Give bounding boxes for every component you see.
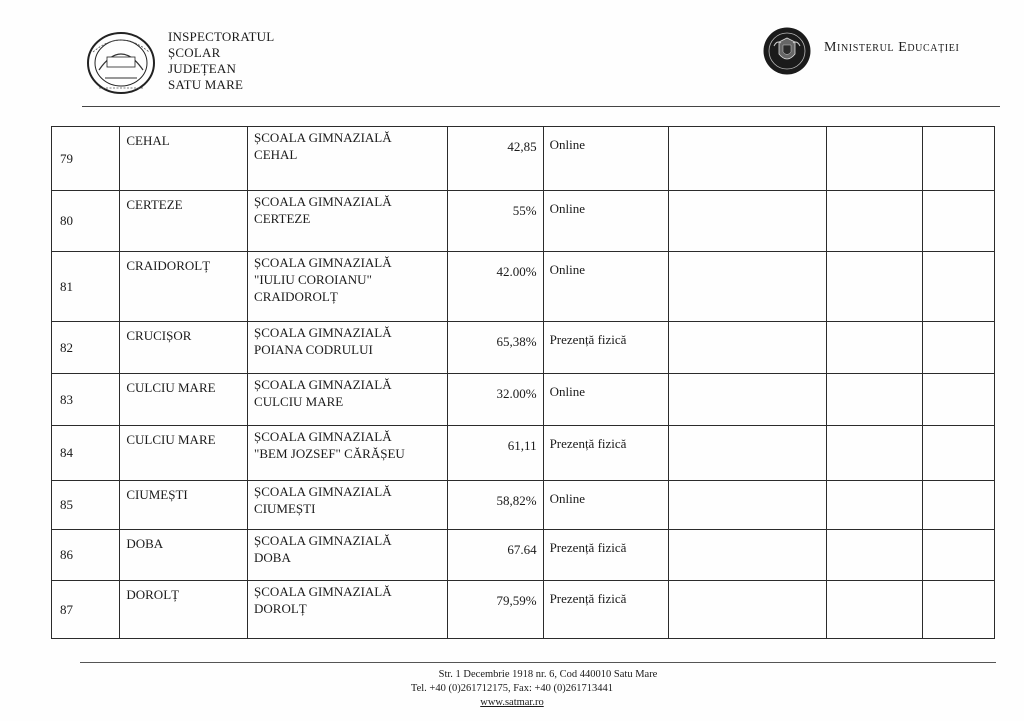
empty-cell: [669, 481, 827, 530]
teaching-mode-cell: [543, 581, 669, 639]
table-row: [52, 191, 995, 252]
footer: [0, 668, 1024, 710]
table-row: [52, 481, 995, 530]
row-number: [52, 581, 120, 639]
empty-cell: [922, 322, 994, 374]
empty-cell: [669, 252, 827, 322]
school-cell-text: ȘCOALA GIMNAZIALĂ CEHAL: [254, 130, 392, 162]
locality-cell-text: CEHAL: [126, 133, 170, 148]
locality-cell: [120, 191, 248, 252]
table-row: [52, 252, 995, 322]
empty-cell: [922, 252, 994, 322]
percentage-cell: [448, 374, 544, 426]
percentage-cell-text: 58,82%: [496, 493, 537, 508]
empty-cell: [669, 426, 827, 481]
percentage-cell: [448, 252, 544, 322]
row-number-text: 85: [60, 497, 73, 512]
isj-line-4: SATU MARE: [168, 77, 244, 92]
school-cell: [248, 530, 448, 581]
empty-cell: [669, 530, 827, 581]
school-cell-text: ȘCOALA GIMNAZIALĂ "IULIU COROIANU" CRAIDOROLȚ: [254, 255, 392, 304]
ministry-title: Ministerul Educației: [824, 40, 960, 55]
row-number-text: 84: [60, 445, 73, 460]
empty-cell: [922, 530, 994, 581]
empty-cell: [827, 191, 923, 252]
empty-cell: [922, 127, 994, 191]
locality-cell: [120, 322, 248, 374]
school-cell: [248, 481, 448, 530]
teaching-mode-cell-text: Online: [549, 201, 585, 216]
school-cell: [248, 252, 448, 322]
locality-cell: [120, 127, 248, 191]
ministry-coat-of-arms-logo: [762, 26, 812, 76]
percentage-cell-text: 67.64: [507, 542, 537, 557]
teaching-mode-cell: [543, 191, 669, 252]
school-cell: [248, 581, 448, 639]
row-number: [52, 481, 120, 530]
locality-cell: [120, 581, 248, 639]
teaching-mode-cell-text: Prezență fizică: [549, 540, 627, 555]
locality-cell-text: CRUCIȘOR: [126, 328, 192, 343]
locality-cell-text: CRAIDOROLȚ: [126, 258, 211, 273]
percentage-cell: [448, 322, 544, 374]
table-row: [52, 322, 995, 374]
percentage-cell-text: 55%: [512, 203, 537, 218]
isj-seal-logo: [85, 30, 157, 96]
table-row: [52, 426, 995, 481]
footer-address: Str. 1 Decembrie 1918 nr. 6, Cod 440010 Satu Mare: [438, 669, 658, 680]
table-row: [52, 581, 995, 639]
percentage-cell-text: 65,38%: [496, 334, 537, 349]
isj-title: [168, 29, 274, 93]
teaching-mode-cell-text: Online: [549, 137, 585, 152]
teaching-mode-cell-text: Online: [549, 384, 585, 399]
empty-cell: [827, 127, 923, 191]
empty-cell: [827, 530, 923, 581]
isj-line-2: ȘCOLAR: [168, 45, 221, 60]
teaching-mode-cell-text: Prezență fizică: [549, 332, 627, 347]
percentage-cell: [448, 191, 544, 252]
locality-cell-text: DOROLȚ: [126, 587, 180, 602]
empty-cell: [922, 191, 994, 252]
percentage-cell-text: 42.00%: [496, 264, 537, 279]
percentage-cell: [448, 530, 544, 581]
row-number: [52, 127, 120, 191]
teaching-mode-cell: [543, 374, 669, 426]
empty-cell: [827, 581, 923, 639]
teaching-mode-cell: [543, 530, 669, 581]
percentage-cell: [448, 481, 544, 530]
row-number: [52, 322, 120, 374]
teaching-mode-cell-text: Online: [549, 262, 585, 277]
row-number: [52, 426, 120, 481]
school-cell: [248, 374, 448, 426]
footer-website-link[interactable]: www.satmar.ro: [480, 697, 544, 708]
locality-cell-text: CERTEZE: [126, 197, 183, 212]
teaching-mode-cell-text: Online: [549, 491, 585, 506]
empty-cell: [827, 322, 923, 374]
school-cell-text: ȘCOALA GIMNAZIALĂ CERTEZE: [254, 194, 392, 226]
percentage-cell: [448, 581, 544, 639]
locality-cell-text: CULCIU MARE: [126, 380, 216, 395]
teaching-mode-cell-text: Prezență fizică: [549, 591, 627, 606]
table-row: [52, 127, 995, 191]
school-cell-text: ȘCOALA GIMNAZIALĂ CIUMEȘTI: [254, 484, 392, 516]
header-divider: [82, 106, 1000, 107]
teaching-mode-cell-text: Prezență fizică: [549, 436, 627, 451]
isj-line-1: INSPECTORATUL: [168, 29, 275, 44]
empty-cell: [922, 481, 994, 530]
school-cell: [248, 426, 448, 481]
empty-cell: [669, 374, 827, 426]
row-number: [52, 374, 120, 426]
teaching-mode-cell: [543, 481, 669, 530]
row-number: [52, 530, 120, 581]
percentage-cell-text: 79,59%: [496, 593, 537, 608]
locality-cell: [120, 252, 248, 322]
school-cell-text: ȘCOALA GIMNAZIALĂ "BEM JOZSEF" CĂRĂȘEU: [254, 429, 405, 461]
school-cell: [248, 322, 448, 374]
locality-cell: [120, 426, 248, 481]
empty-cell: [669, 127, 827, 191]
locality-cell: [120, 374, 248, 426]
percentage-cell-text: 42,85: [507, 139, 537, 154]
row-number-text: 81: [60, 278, 73, 294]
row-number-text: 86: [60, 547, 73, 562]
footer-phone-fax: Tel. +40 (0)261712175, Fax: +40 (0)261713441: [410, 683, 614, 694]
row-number: [52, 191, 120, 252]
empty-cell: [827, 252, 923, 322]
percentage-cell-text: 61,11: [507, 438, 537, 453]
school-cell-text: ȘCOALA GIMNAZIALĂ DOBA: [254, 533, 392, 565]
isj-line-3: JUDEȚEAN: [168, 61, 237, 76]
empty-cell: [922, 581, 994, 639]
row-number-text: 79: [60, 150, 73, 166]
locality-cell-text: DOBA: [126, 536, 164, 551]
empty-cell: [669, 191, 827, 252]
row-number-text: 82: [60, 339, 73, 355]
school-cell-text: ȘCOALA GIMNAZIALĂ POIANA CODRULUI: [254, 325, 392, 357]
row-number: [52, 252, 120, 322]
table-row: [52, 530, 995, 581]
table-row: [52, 374, 995, 426]
locality-cell-text: CULCIU MARE: [126, 432, 216, 447]
empty-cell: [669, 581, 827, 639]
locality-cell-text: CIUMEȘTI: [126, 487, 188, 502]
teaching-mode-cell: [543, 252, 669, 322]
teaching-mode-cell: [543, 426, 669, 481]
percentage-cell: [448, 127, 544, 191]
percentage-cell: [448, 426, 544, 481]
empty-cell: [827, 426, 923, 481]
schools-table-body: [52, 127, 995, 639]
percentage-cell-text: 32.00%: [496, 386, 537, 401]
school-cell: [248, 191, 448, 252]
empty-cell: [922, 374, 994, 426]
empty-cell: [827, 481, 923, 530]
empty-cell: [922, 426, 994, 481]
school-cell: [248, 127, 448, 191]
locality-cell: [120, 530, 248, 581]
footer-divider: [80, 662, 996, 663]
row-number-text: 80: [60, 213, 73, 228]
locality-cell: [120, 481, 248, 530]
empty-cell: [827, 374, 923, 426]
schools-table: [51, 126, 995, 639]
school-cell-text: ȘCOALA GIMNAZIALĂ CULCIU MARE: [254, 377, 392, 409]
row-number-text: 87: [60, 601, 73, 617]
empty-cell: [669, 322, 827, 374]
school-cell-text: ȘCOALA GIMNAZIALĂ DOROLȚ: [254, 584, 392, 616]
teaching-mode-cell: [543, 127, 669, 191]
row-number-text: 83: [60, 391, 73, 407]
teaching-mode-cell: [543, 322, 669, 374]
